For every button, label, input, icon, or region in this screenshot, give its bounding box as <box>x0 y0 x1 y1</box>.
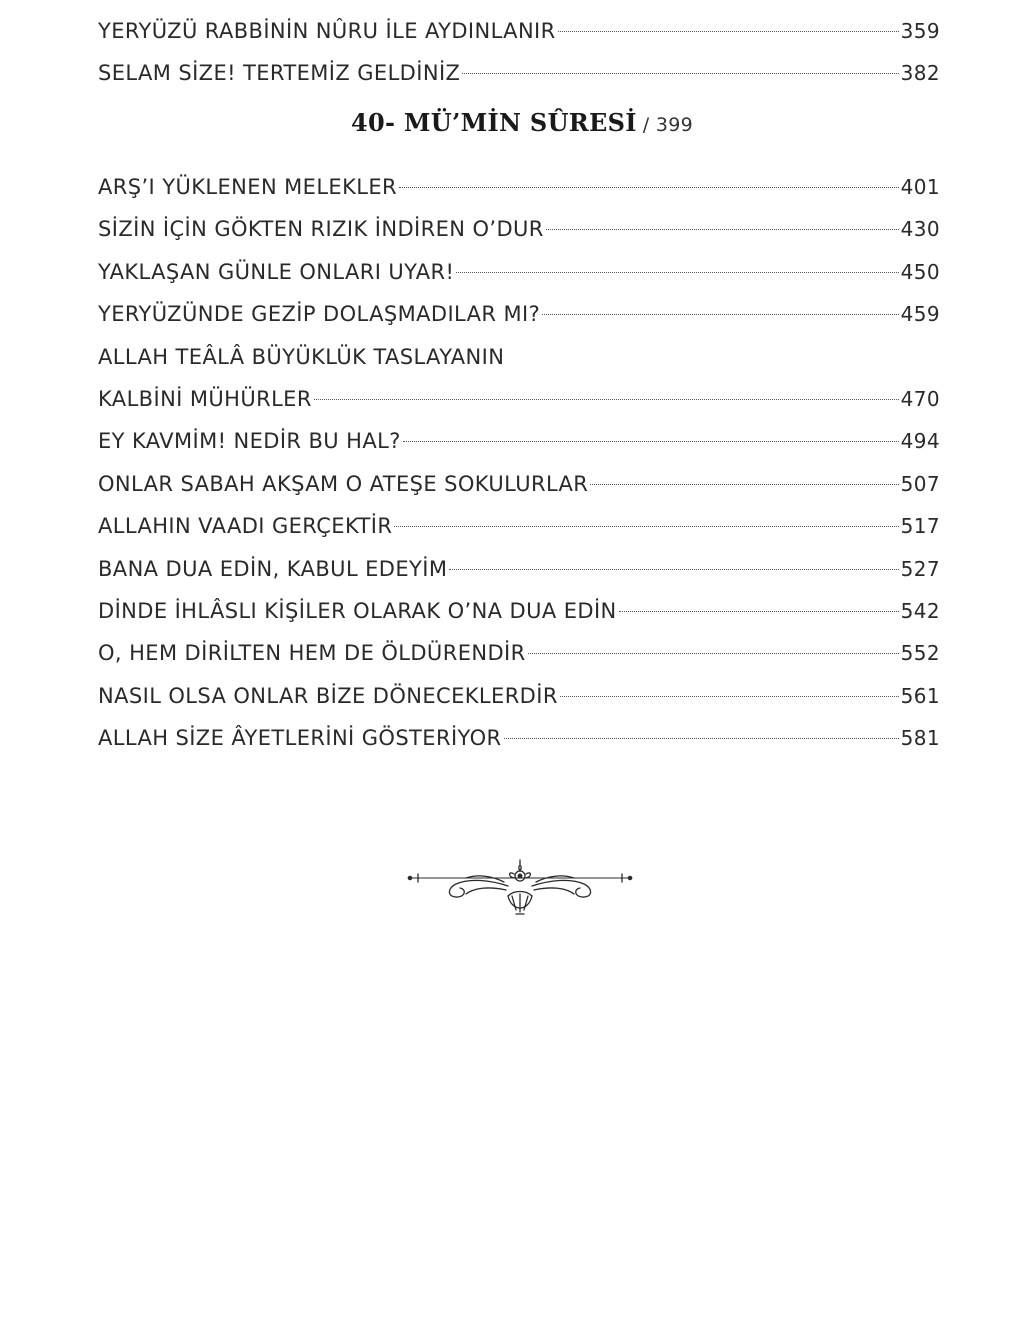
toc-entry[interactable] <box>98 251 940 293</box>
toc-entry-title: DİNDE İHLÂSLI KİŞİLER OLARAK O’NA DUA EDİN <box>98 598 617 623</box>
dot-leader <box>504 738 899 739</box>
toc-entry[interactable] <box>98 293 940 335</box>
toc-entry-title: ALLAHIN VAADI GERÇEKTİR <box>98 514 393 539</box>
toc-main-list <box>98 166 940 759</box>
toc-top-list <box>98 10 940 95</box>
dot-leader <box>462 73 898 74</box>
toc-entry-title: YAKLAŞAN GÜNLE ONLARI UYAR! <box>98 259 455 284</box>
dot-leader <box>456 272 898 273</box>
dot-leader <box>560 696 899 697</box>
toc-entry-title: BANA DUA EDİN, KABUL EDEYİM <box>98 556 448 581</box>
dot-leader <box>403 441 899 442</box>
toc-entry-page: 450 <box>900 259 940 284</box>
toc-entry-page: 494 <box>900 429 940 454</box>
toc-entry-title: YERYÜZÜ RABBİNİN NÛRU İLE AYDINLANIR <box>98 19 556 43</box>
toc-entry-page: 552 <box>900 641 940 666</box>
floral-divider-icon <box>404 852 636 924</box>
toc-entry[interactable] <box>98 52 940 94</box>
toc-entry-title: EY KAVMİM! NEDİR BU HAL? <box>98 429 401 454</box>
toc-entry[interactable] <box>98 505 940 547</box>
dot-leader <box>542 314 899 315</box>
dot-leader <box>546 229 899 230</box>
toc-entry-first-line[interactable] <box>98 336 940 378</box>
toc-entry[interactable] <box>98 463 940 505</box>
toc-entry[interactable] <box>98 675 940 717</box>
dot-leader <box>590 484 898 485</box>
toc-entry-title: NASIL OLSA ONLAR BİZE DÖNECEKLERDİR <box>98 683 558 708</box>
toc-entry-page: 542 <box>900 598 940 623</box>
dot-leader <box>558 31 899 32</box>
dot-leader <box>394 526 898 527</box>
toc-entry-page: 581 <box>900 726 940 751</box>
toc-entry-title: YERYÜZÜNDE GEZİP DOLAŞMADILAR MI? <box>98 302 541 327</box>
toc-entry-page: 507 <box>900 471 940 496</box>
toc-entry-page: 459 <box>900 302 940 327</box>
toc-entry[interactable] <box>98 208 940 250</box>
toc-entry[interactable] <box>98 378 940 420</box>
dot-leader <box>528 653 899 654</box>
toc-entry-page: 527 <box>900 556 940 581</box>
section-heading <box>0 108 1024 137</box>
toc-entry-title: ONLAR SABAH AKŞAM O ATEŞE SOKULURLAR <box>98 471 589 496</box>
toc-entry-page: 359 <box>900 19 940 43</box>
toc-entry-title: SELAM SİZE! TERTEMİZ GELDİNİZ <box>98 61 461 86</box>
section-title: 40- MÜ’MİN SÛRESİ <box>350 108 637 137</box>
toc-entry-title: ARŞ’I YÜKLENEN MELEKLER <box>98 175 398 199</box>
dot-leader <box>449 569 898 570</box>
toc-entry-page: 517 <box>900 514 940 539</box>
toc-entry-page: 470 <box>900 386 940 411</box>
toc-entry[interactable] <box>98 590 940 632</box>
toc-entry[interactable] <box>98 10 940 52</box>
toc-entry[interactable] <box>98 717 940 759</box>
toc-entry-page: 430 <box>900 217 940 242</box>
toc-entry[interactable] <box>98 548 940 590</box>
toc-entry-page: 401 <box>900 175 940 199</box>
toc-entry-title: O, HEM DİRİLTEN HEM DE ÖLDÜRENDİR <box>98 641 526 666</box>
toc-entry-page: 382 <box>900 61 940 86</box>
toc-entry-title: ALLAH TEÂLÂ BÜYÜKLÜK TASLAYANIN <box>98 344 505 369</box>
toc-entry[interactable] <box>98 166 940 208</box>
dot-leader <box>399 187 899 188</box>
toc-entry-page: 561 <box>900 683 940 708</box>
dot-leader <box>314 399 899 400</box>
toc-entry-title: ALLAH SİZE ÂYETLERİNİ GÖSTERİYOR <box>98 726 502 751</box>
section-page: / 399 <box>642 114 694 136</box>
dot-leader <box>619 611 899 612</box>
toc-entry-title: KALBİNİ MÜHÜRLER <box>98 386 312 411</box>
toc-entry[interactable] <box>98 420 940 462</box>
toc-entry-title: SİZİN İÇİN GÖKTEN RIZIK İNDİREN O’DUR <box>98 217 544 242</box>
toc-entry[interactable] <box>98 632 940 674</box>
